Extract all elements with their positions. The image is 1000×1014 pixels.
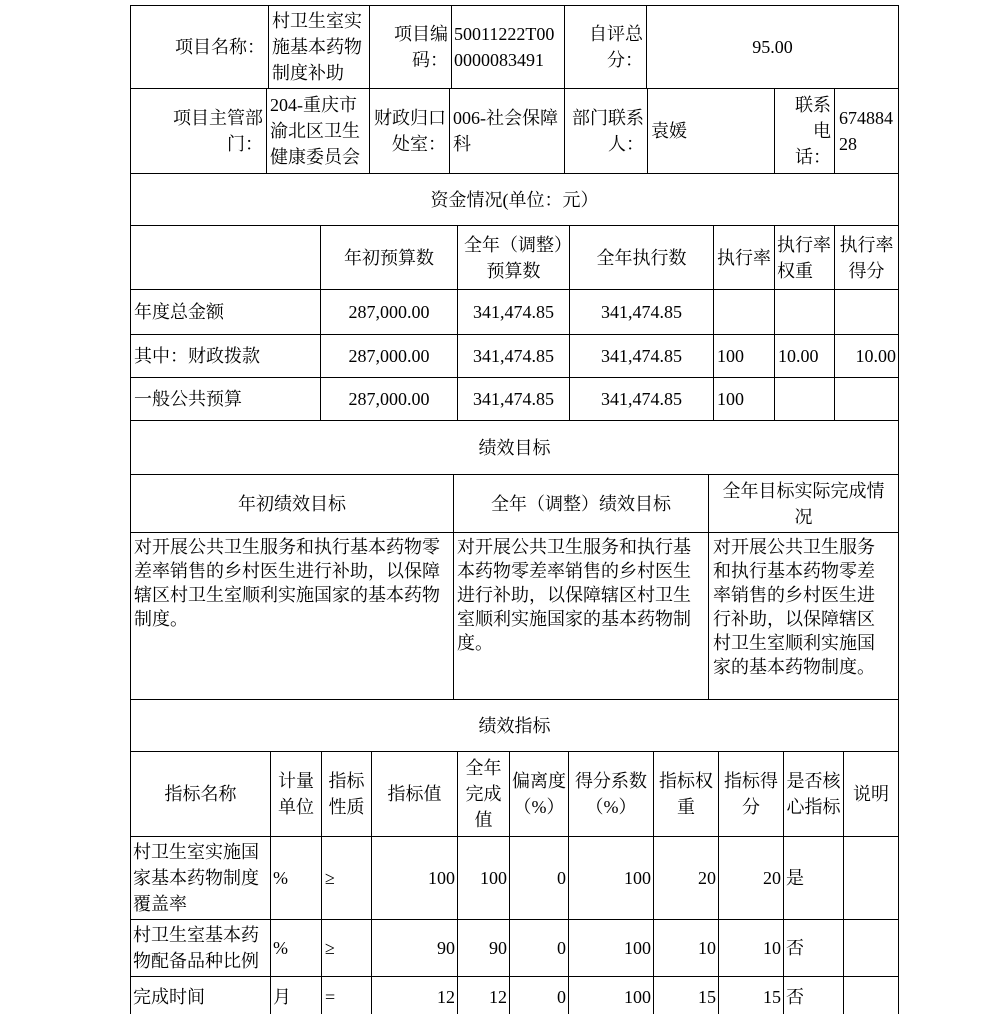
funding-row-total: [131, 289, 898, 334]
contact-label: 部门联系人：: [564, 89, 647, 173]
ind-cell-weight: 20: [653, 837, 718, 919]
ind-cell-nature: ≥: [321, 837, 371, 919]
ind-cell-deviation: 0: [509, 920, 568, 976]
ind-cell-name: 村卫生室实施国家基本药物制度覆盖率: [133, 842, 259, 914]
ind-cell-actual: 100: [457, 837, 509, 919]
indicators-section-title: 绩效指标: [478, 715, 551, 736]
indicator-row-variety: [131, 919, 898, 976]
ind-header-core: 是否核心指标: [783, 752, 843, 836]
funding-header-row: [131, 225, 898, 289]
ind-cell-core: 否: [783, 977, 843, 1014]
dept-value: 204-重庆市渝北区卫生健康委员会: [266, 89, 369, 173]
ind-cell-actual: 90: [457, 920, 509, 976]
funding-cell-initial: 287,000.00: [320, 290, 457, 334]
ind-cell-target: 100: [371, 837, 457, 919]
funding-section-title: 资金情况(单位：元）: [430, 189, 599, 210]
goals-header-actual: 全年目标实际完成情况: [708, 475, 898, 532]
goals-header-initial: 年初绩效目标: [238, 493, 346, 514]
project-code-label: 项目编码：: [369, 6, 451, 88]
funding-cell-score: [834, 378, 898, 420]
ind-cell-coefficient: 100: [568, 837, 653, 919]
funding-cell-weight: [774, 378, 834, 420]
funding-cell-score: [834, 290, 898, 334]
ind-cell-target: 90: [371, 920, 457, 976]
ind-header-actual: 全年完成值: [457, 752, 509, 836]
funding-header-adjusted: 全年（调整）预算数: [457, 226, 569, 289]
funding-cell-rate: [713, 290, 774, 334]
ind-cell-score: 10: [718, 920, 783, 976]
project-name-value: 村卫生室实施基本药物制度补助: [268, 6, 369, 88]
ind-cell-coefficient: 100: [568, 977, 653, 1014]
funding-header-score: 执行率得分: [834, 226, 898, 289]
ind-cell-note: [843, 920, 898, 976]
goals-text-row: [131, 532, 898, 699]
ind-header-weight: 指标权重: [653, 752, 718, 836]
funding-header-executed: 全年执行数: [569, 226, 713, 289]
ind-header-nature: 指标性质: [321, 752, 371, 836]
goals-section-title: 绩效目标: [478, 437, 551, 458]
ind-cell-name: 村卫生室基本药物配备品种比例: [133, 925, 259, 971]
funding-cell-executed: 341,474.85: [569, 335, 713, 377]
ind-cell-note: [843, 977, 898, 1014]
dept-label: 项目主管部门：: [173, 108, 263, 154]
funding-cell-rate: 100: [713, 335, 774, 377]
indicator-row-completion-time: [131, 976, 898, 1014]
ind-header-unit: 计量单位: [270, 752, 321, 836]
ind-cell-nature: =: [321, 977, 371, 1014]
funding-row-label: 年度总金额: [134, 302, 224, 322]
performance-evaluation-table: [130, 5, 899, 1014]
goal-text-initial: 对开展公共卫生服务和执行基本药物零差率销售的乡村医生进行补助，以保障辖区村卫生室顺利实施国家的基本药物制度。: [134, 537, 440, 629]
ind-cell-deviation: 0: [509, 977, 568, 1014]
funding-cell-rate: 100: [713, 378, 774, 420]
ind-cell-score: 15: [718, 977, 783, 1014]
funding-row-public-budget: [131, 377, 898, 420]
ind-cell-actual: 12: [457, 977, 509, 1014]
info-row-department: [131, 88, 898, 173]
funding-header-rate: 执行率: [713, 226, 774, 289]
ind-cell-nature: ≥: [321, 920, 371, 976]
funding-row-label: 其中：财政拨款: [134, 346, 260, 366]
ind-header-target: 指标值: [371, 752, 457, 836]
funding-header-blank: [131, 226, 320, 289]
goals-header-row: [131, 474, 898, 532]
ind-cell-core: 否: [783, 920, 843, 976]
funding-cell-executed: 341,474.85: [569, 378, 713, 420]
funding-row-fiscal: [131, 334, 898, 377]
ind-cell-coefficient: 100: [568, 920, 653, 976]
ind-header-score: 指标得分: [718, 752, 783, 836]
self-score-label: 自评总分：: [564, 6, 646, 88]
goal-text-actual: 对开展公共卫生服务和执行基本药物零差率销售的乡村医生进行补助，以保障辖区村卫生室顺利实施国家的基本药物制度。: [708, 533, 898, 699]
goals-title-row: [131, 420, 898, 474]
funding-cell-adjusted: 341,474.85: [457, 378, 569, 420]
project-name-label: 项目名称：: [175, 37, 265, 57]
funding-cell-weight: [774, 290, 834, 334]
phone-label: 联系电话：: [774, 89, 834, 173]
funding-cell-adjusted: 341,474.85: [457, 290, 569, 334]
goals-header-adjusted: 全年（调整）绩效目标: [453, 475, 708, 532]
ind-cell-weight: 10: [653, 920, 718, 976]
ind-cell-unit: %: [270, 920, 321, 976]
ind-cell-score: 20: [718, 837, 783, 919]
ind-cell-note: [843, 837, 898, 919]
finance-office-label: 财政归口处室：: [369, 89, 449, 173]
funding-cell-executed: 341,474.85: [569, 290, 713, 334]
contact-value: 袁媛: [647, 89, 774, 173]
indicator-row-coverage: [131, 836, 898, 919]
ind-header-note: 说明: [843, 752, 898, 836]
ind-cell-name: 完成时间: [133, 987, 205, 1007]
ind-cell-target: 12: [371, 977, 457, 1014]
funding-cell-initial: 287,000.00: [320, 378, 457, 420]
self-score-value: 95.00: [646, 6, 898, 88]
ind-cell-unit: %: [270, 837, 321, 919]
ind-cell-unit: 月: [270, 977, 321, 1014]
ind-header-name: 指标名称: [164, 784, 237, 804]
project-code-value: 50011222T000000083491: [451, 6, 564, 88]
funding-cell-initial: 287,000.00: [320, 335, 457, 377]
indicators-title-row: [131, 699, 898, 751]
ind-cell-weight: 15: [653, 977, 718, 1014]
funding-header-weight: 执行率权重: [774, 226, 834, 289]
finance-office-value: 006-社会保障科: [449, 89, 564, 173]
funding-cell-weight: 10.00: [774, 335, 834, 377]
goal-text-adjusted: 对开展公共卫生服务和执行基本药物零差率销售的乡村医生进行补助，以保障辖区村卫生室顺利实施国家的基本药物制度。: [453, 533, 708, 699]
ind-cell-deviation: 0: [509, 837, 568, 919]
ind-cell-core: 是: [783, 837, 843, 919]
ind-header-deviation: 偏离度（%）: [509, 752, 568, 836]
info-row-project: [131, 6, 898, 88]
funding-cell-score: 10.00: [834, 335, 898, 377]
indicators-header-row: [131, 751, 898, 836]
ind-header-coefficient: 得分系数（%）: [568, 752, 653, 836]
funding-row-label: 一般公共预算: [134, 389, 242, 409]
funding-header-initial: 年初预算数: [320, 226, 457, 289]
funding-cell-adjusted: 341,474.85: [457, 335, 569, 377]
funding-title-row: [131, 173, 898, 225]
phone-value: 67488428: [834, 89, 898, 173]
